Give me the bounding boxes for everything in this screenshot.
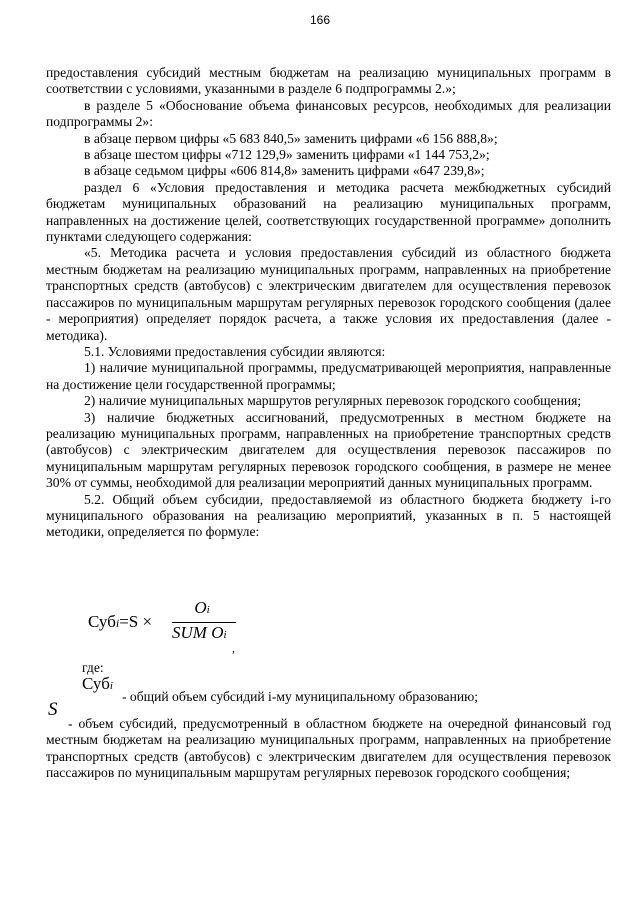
paragraph-3: в абзаце шестом цифры «712 129,9» заменить цифрами «1 144 753,2»; bbox=[84, 147, 490, 163]
paragraph-0: предоставления субсидий местным бюджетам на реализацию муниципальных программ в соответствии с условиями, указанными в разделе 6 подпрограммы 2.»; bbox=[46, 65, 611, 97]
body-text-top bbox=[46, 65, 611, 541]
definition-1-text: - общий объем субсидий i-му муниципальному образованию; bbox=[122, 689, 479, 704]
denominator-subscript: i bbox=[223, 629, 227, 641]
formula-trailing-comma: , bbox=[232, 641, 235, 655]
formula-numerator bbox=[172, 600, 232, 618]
denominator-symbol: SUM O bbox=[172, 623, 224, 642]
definition-2 bbox=[46, 716, 611, 782]
formula-lhs-symbol: Суб bbox=[88, 612, 116, 631]
definition-2-symbol: S bbox=[48, 699, 58, 720]
formula-lhs-subscript: i bbox=[115, 616, 120, 630]
def1-symbol-text: Суб bbox=[82, 674, 110, 693]
paragraph-11: 5.2. Общий объем субсидии, предоставляемой из областного бюджета бюджету i-го муниципального образования на реализацию мероприятий, указанных в п. 5 настоящей методики, определяется по формуле: bbox=[46, 491, 611, 540]
where-label: где: bbox=[82, 660, 104, 675]
formula-equals-times: =S × bbox=[119, 612, 153, 631]
paragraph-7: 5.1. Условиями предоставления субсидии являются: bbox=[84, 343, 386, 359]
formula-denominator bbox=[172, 625, 227, 643]
subsidy-formula bbox=[88, 600, 248, 658]
numerator-symbol: O bbox=[194, 598, 207, 617]
paragraph-1: в разделе 5 «Обоснование объема финансовых ресурсов, необходимых для реализации подпрограммы 2»: bbox=[46, 97, 611, 130]
page-number: 166 bbox=[309, 13, 331, 27]
paragraph-8: 1) наличие муниципальной программы, предусматривающей мероприятия, направленные на достижение цели государственной программы; bbox=[46, 360, 611, 392]
numerator-subscript: i bbox=[206, 604, 210, 616]
definition-2-text: - объем субсидий, предусмотренный в областном бюджете на очередной финансовый год местным бюджетам на реализацию муниципальных программ, направленных на приобретение транспортных средств (автобусов) с электрическим двигателем для осуществления перевозок пассажиров по муниципальным маршрутам регулярных перевозок городского сообщения; bbox=[46, 716, 611, 781]
paragraph-6: «5. Методика расчета и условия предоставления субсидий из областного бюджета местным бюджетам на реализацию муниципальных программ, направленных на приобретение транспортных средств (автобусов) с электрическим двигателем для осуществления перевозок пассажиров по муниципальным маршрутам регулярных перевозок городского сообщения (далее - мероприятия) определяет порядок расчета, а также условия их предоставления (далее - методика). bbox=[46, 245, 611, 343]
formula-lhs bbox=[88, 614, 152, 631]
def1-symbol-subscript: i bbox=[109, 680, 113, 692]
paragraph-9: 2) наличие муниципальных маршрутов регулярных перевозок городского сообщения; bbox=[84, 393, 582, 409]
definition-1-symbol bbox=[82, 676, 113, 694]
paragraph-10: 3) наличие бюджетных ассигнований, предусмотренных в местном бюджете на реализацию муниципальных программ, направленных на приобретение транспортных средств (автобусов) с электрическим двигателем для осуществления перевозок пассажиров по муниципальным маршрутам регулярных перевозок городского сообщения, в размере не менее 30% от суммы, необходимой для реализации мероприятий данных муниципальных программ. bbox=[46, 409, 611, 491]
paragraph-2: в абзаце первом цифры «5 683 840,5» заменить цифрами «6 156 888,8»; bbox=[84, 130, 498, 146]
paragraph-5: раздел 6 «Условия предоставления и методика расчета межбюджетных субсидий бюджетам муниципальных образований на реализацию муниципальных программ, направленных на достижение целей, соответствующих государственной программе» дополнить пунктами следующего содержания: bbox=[46, 179, 611, 245]
paragraph-4: в абзаце седьмом цифры «606 814,8» заменить цифрами «647 239,8»; bbox=[84, 163, 485, 179]
